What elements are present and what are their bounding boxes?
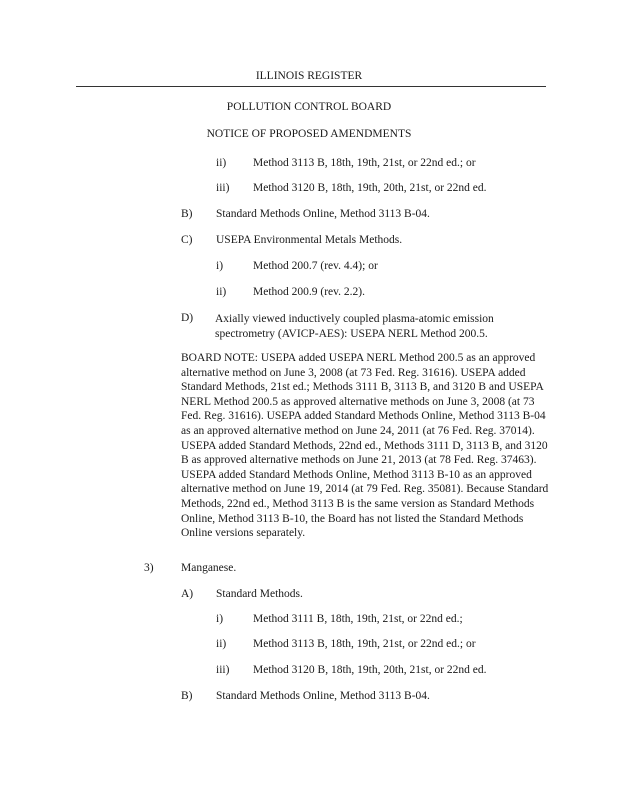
item-text (215, 312, 494, 341)
header-rule (76, 86, 546, 87)
item-marker: A) (181, 588, 194, 600)
item-marker: iii) (216, 664, 230, 676)
item-marker: B) (181, 690, 193, 702)
board-title: POLLUTION CONTROL BOARD (226, 101, 392, 113)
item-text: Method 3120 B, 18th, 19th, 20th, 21st, or 22nd ed. (253, 664, 487, 676)
item-text: USEPA Environmental Metals Methods. (216, 234, 403, 246)
notice-title: NOTICE OF PROPOSED AMENDMENTS (206, 128, 412, 140)
section-marker: 3) (144, 562, 154, 574)
register-title: ILLINOIS REGISTER (255, 70, 363, 82)
item-marker: i) (216, 260, 224, 272)
item-marker: ii) (216, 286, 227, 298)
item-marker: ii) (216, 638, 227, 650)
item-text-line: spectrometry (AVICP-AES): USEPA NERL Method 200.5. (215, 327, 488, 340)
item-text-line: Axially viewed inductively coupled plasma-atomic emission (215, 313, 494, 325)
item-text: Standard Methods. (216, 588, 303, 600)
board-note (181, 351, 551, 541)
item-text: Method 3111 B, 18th, 19th, 21st, or 22nd ed.; (253, 613, 463, 625)
item-text: Method 200.9 (rev. 2.2). (253, 286, 365, 298)
item-marker: iii) (216, 182, 230, 194)
item-marker: B) (181, 208, 193, 220)
item-marker: i) (216, 613, 224, 625)
item-text: Method 3120 B, 18th, 19th, 20th, 21st, or 22nd ed. (253, 182, 487, 194)
item-text: Method 3113 B, 18th, 19th, 21st, or 22nd ed.; or (253, 638, 476, 650)
item-text: Standard Methods Online, Method 3113 B-04. (216, 690, 430, 702)
board-note-text: BOARD NOTE: USEPA added USEPA NERL Method 200.5 as an approved alternative method on June 3, 2008 (at 73 Fed. Reg. 31616). USEPA added Standard Methods, 21st ed.; Methods 3111 B, 3113 B, and 3120 B and USEPA NERL Method 200.5 as approved alternative methods on June 3, 2008 (at 73 Fed. Reg. 31616). USEPA added Standard Methods Online, Method 3113 B-04 as an approved alternative method on June 24, 2011 (at 76 Fed. Reg. 37014). USEPA added Standard Methods, 22nd ed., Methods 3111 D, 3113 B, and 3120 B as approved alternative methods on June 21, 2013 (at 78 Fed. Reg. 37463). USEPA added Standard Methods Online, Method 3113 B-10 as an approved alternative method on June 19, 2014 (at 79 Fed. Reg. 35081). Because Standard Methods, 22nd ed., Method 3113 B is the same version as Standard Methods Online, Method 3113 B-10, the Board has not listed the Standard Methods Online versions separately. (181, 352, 549, 540)
section-title: Manganese. (181, 562, 237, 574)
item-text: Method 200.7 (rev. 4.4); or (253, 260, 378, 272)
item-marker: ii) (216, 157, 227, 169)
item-text: Standard Methods Online, Method 3113 B-04. (216, 208, 430, 220)
item-marker: C) (181, 234, 193, 246)
item-marker: D) (181, 312, 194, 324)
item-text: Method 3113 B, 18th, 19th, 21st, or 22nd ed.; or (253, 157, 476, 169)
